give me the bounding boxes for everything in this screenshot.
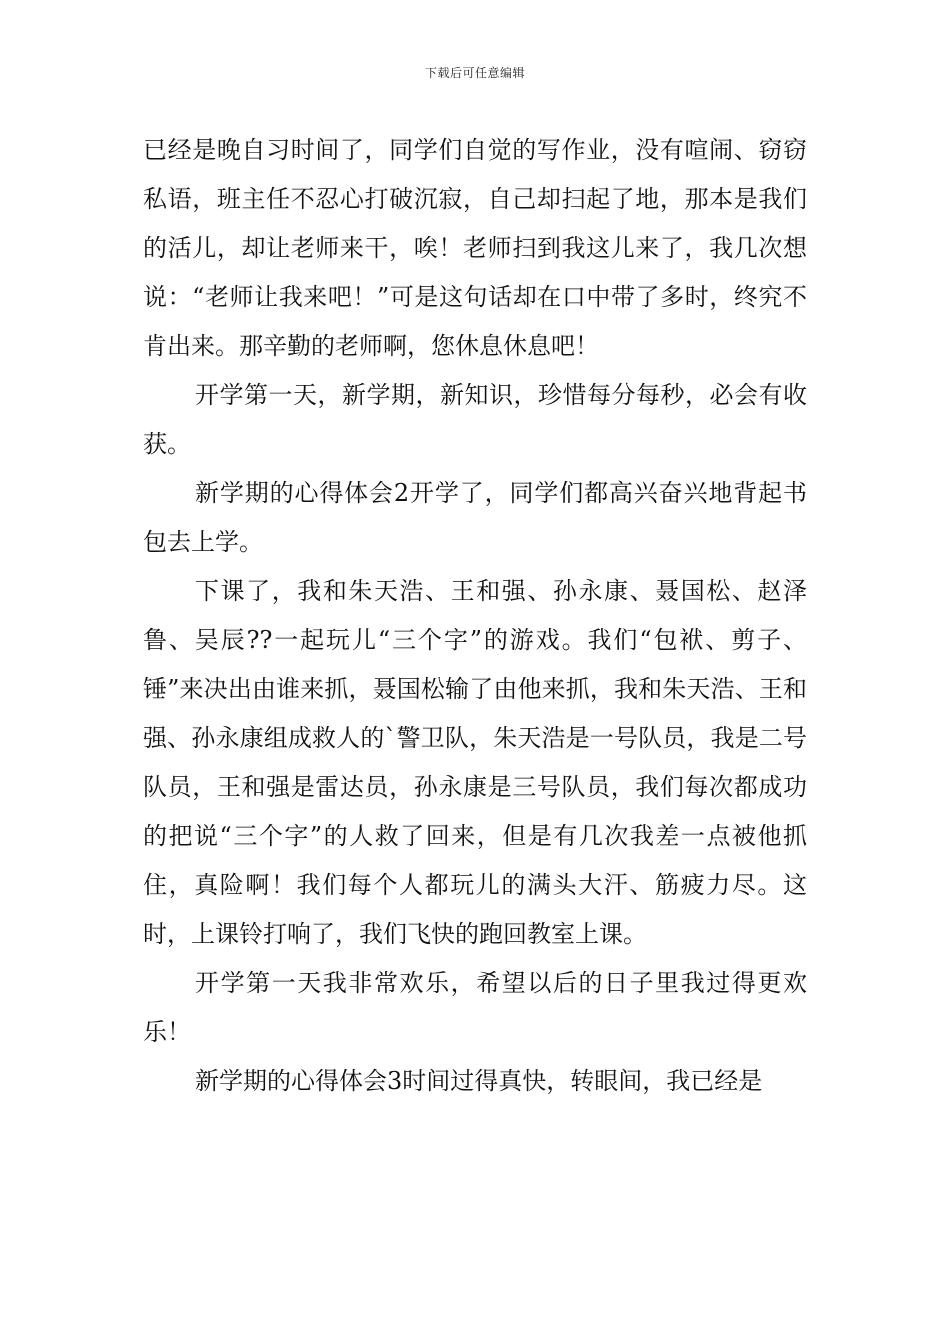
paragraph-2: 开学第一天，新学期，新知识，珍惜每分每秒，必会有收获。 — [143, 381, 807, 458]
paragraph-5: 开学第一天我非常欢乐，希望以后的日子里我过得更欢乐！ — [143, 969, 807, 1046]
paragraph-4: 下课了，我和朱天浩、王和强、孙永康、聂国松、赵泽鲁、吴辰??一起玩儿“三个字”的游戏。我们“包袱、剪子、锤”来决出由谁来抓，聂国松输了由他来抓，我和朱天浩、王和强、孙永康组成救人的`警卫队，朱天浩是一号队员，我是二号队员，王和强是雷达员，孙永康是三号队员，我们每次都成功的把说“三个字”的人救了回来，但是有几次我差一点被他抓住，真险啊！我们每个人都玩儿的满头大汗、筋疲力尽。这时，上课铃打响了，我们飞快的跑回教室上课。 — [143, 577, 807, 948]
paragraph-3: 新学期的心得体会2开学了，同学们都高兴奋兴地背起书包去上学。 — [143, 479, 807, 556]
paragraph-1: 已经是晚自习时间了，同学们自觉的写作业，没有喧闹、窃窃私语，班主任不忍心打破沉寂，自己却扫起了地，那本是我们的活儿，却让老师来干，唉！老师扫到我这儿来了，我几次想说：“老师让我来吧！”可是这句话却在口中带了多时，终究不肯出来。那辛勤的老师啊，您休息休息吧！ — [143, 136, 807, 360]
paragraph-6: 新学期的心得体会3时间过得真快，转眼间，我已经是 — [195, 1067, 763, 1095]
header-note: 下载后可任意编辑 — [424, 66, 525, 80]
body-text — [143, 126, 807, 1106]
